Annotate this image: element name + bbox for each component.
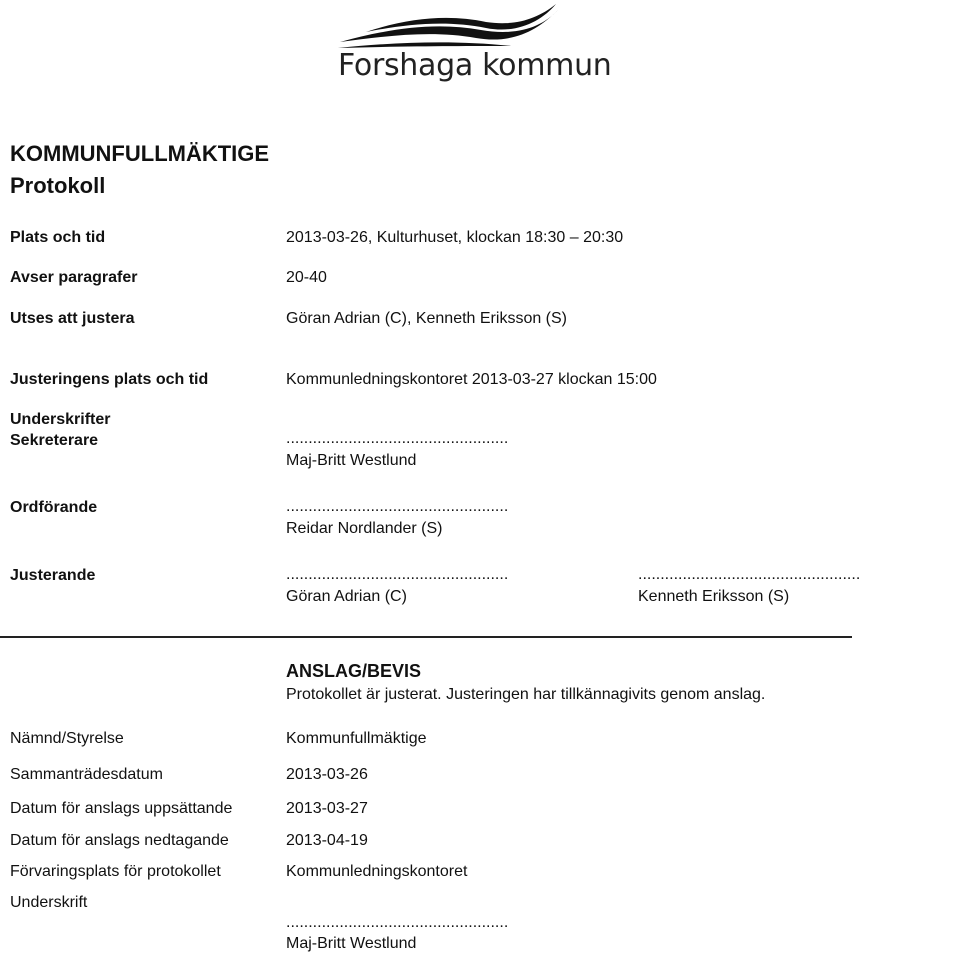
meta-label-adjusters: Utses att justera (10, 310, 135, 327)
document-title: KOMMUNFULLMÄKTIGE (10, 141, 270, 166)
adjuster-1-name: Göran Adrian (C) (286, 588, 407, 605)
adjuster-2-signature-line: .................................................. (638, 566, 861, 583)
secretary-signature-line: .................................................. (286, 430, 509, 447)
meta-label-paragraphs: Avser paragrafer (10, 269, 138, 286)
meta-label-place-time: Plats och tid (10, 229, 106, 246)
chair-name: Reidar Nordlander (S) (286, 520, 443, 537)
notice-signature-name: Maj-Britt Westlund (286, 935, 417, 952)
notice-value-board: Kommunfullmäktige (286, 730, 427, 747)
secretary-name: Maj-Britt Westlund (286, 452, 417, 469)
logo (336, 2, 612, 86)
notice-value-posted-date: 2013-03-27 (286, 800, 368, 817)
notice-signature-label: Underskrift (10, 894, 88, 911)
chair-signature-line: .................................................. (286, 498, 509, 515)
secretary-label: Sekreterare (10, 432, 99, 449)
notice-signature-line: .................................................. (286, 914, 509, 931)
notice-label-storage: Förvaringsplats för protokollet (10, 863, 221, 880)
notice-label-meeting-date: Sammanträdesdatum (10, 766, 163, 783)
notice-text: Protokollet är justerat. Justeringen har tillkännagivits genom anslag. (286, 686, 766, 703)
meta-value-adjust-place: Kommunledningskontoret 2013-03-27 klockan 15:00 (286, 371, 657, 388)
document-subtitle: Protokoll (10, 173, 106, 198)
chair-label: Ordförande (10, 499, 98, 516)
meta-value-paragraphs: 20-40 (286, 269, 327, 286)
wave-logo-icon (336, 2, 576, 52)
notice-value-removed-date: 2013-04-19 (286, 832, 368, 849)
meta-value-place-time: 2013-03-26, Kulturhuset, klockan 18:30 – 20:30 (286, 229, 624, 246)
notice-value-meeting-date: 2013-03-26 (286, 766, 368, 783)
notice-value-storage: Kommunledningskontoret (286, 863, 468, 880)
notice-label-removed-date: Datum för anslags nedtagande (10, 832, 229, 849)
notice-label-board: Nämnd/Styrelse (10, 730, 124, 747)
notice-heading: ANSLAG/BEVIS (286, 661, 422, 681)
signatures-heading: Underskrifter (10, 411, 111, 428)
notice-label-posted-date: Datum för anslags uppsättande (10, 800, 233, 817)
adjusters-label: Justerande (10, 567, 96, 584)
section-divider (0, 636, 852, 638)
logo-text: Forshaga kommun (338, 48, 612, 83)
adjuster-2-name: Kenneth Eriksson (S) (638, 588, 790, 605)
meta-label-adjust-place: Justeringens plats och tid (10, 371, 209, 388)
adjuster-1-signature-line: .................................................. (286, 566, 509, 583)
meta-value-adjusters: Göran Adrian (C), Kenneth Eriksson (S) (286, 310, 568, 327)
